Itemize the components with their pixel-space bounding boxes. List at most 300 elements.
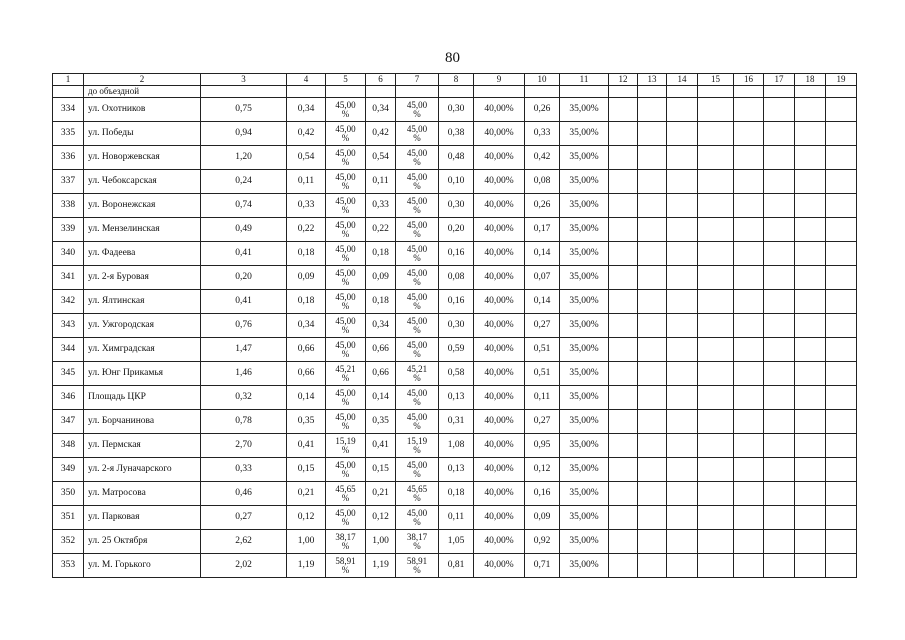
- cell-row-number: 341: [53, 266, 84, 290]
- cell-col10: 0,42: [525, 146, 560, 170]
- cell-col5: [326, 530, 366, 554]
- cell-empty: [764, 530, 795, 554]
- cell-col8: 0,18: [439, 482, 474, 506]
- cell-empty: [667, 290, 698, 314]
- cell-col11: 35,00%: [560, 482, 609, 506]
- cell-col4: 0,66: [287, 338, 326, 362]
- cell-col3: 0,41: [201, 242, 287, 266]
- cell-street-name: Площадь ЦКР: [84, 386, 201, 410]
- cell-empty: [609, 194, 638, 218]
- cell-empty: [795, 554, 826, 578]
- cell-empty: [474, 86, 525, 98]
- cell-empty: [698, 314, 734, 338]
- cell-empty: [609, 242, 638, 266]
- cell-empty: [764, 86, 795, 98]
- cell-empty: [826, 122, 857, 146]
- cell-col7-value: 45,21: [406, 363, 428, 374]
- column-header: 15: [698, 74, 734, 86]
- cell-col10: 0,07: [525, 266, 560, 290]
- cell-empty: [764, 218, 795, 242]
- cell-col4: 0,42: [287, 122, 326, 146]
- cell-empty: [764, 410, 795, 434]
- cell-col7: [396, 410, 439, 434]
- cell-empty: [734, 434, 764, 458]
- cell-col10: 0,09: [525, 506, 560, 530]
- cell-empty: [698, 290, 734, 314]
- cell-street-name: ул. Пермская: [84, 434, 201, 458]
- cell-col8: 0,10: [439, 170, 474, 194]
- cell-col11: 35,00%: [560, 554, 609, 578]
- cell-col5-value: 45,00: [335, 99, 356, 110]
- cell-empty: [638, 98, 667, 122]
- cell-col11: 35,00%: [560, 170, 609, 194]
- cell-col5-value: 45,00: [335, 411, 356, 422]
- cell-col3: 0,74: [201, 194, 287, 218]
- cell-col5: [326, 122, 366, 146]
- cell-empty: [609, 410, 638, 434]
- cell-col5-sign: %: [341, 372, 350, 383]
- cell-empty: [795, 122, 826, 146]
- cell-street-name: ул. Юнг Прикамья: [84, 362, 201, 386]
- cell-col7: [396, 554, 439, 578]
- cell-street-name: ул. Охотников: [84, 98, 201, 122]
- cell-col10: 0,26: [525, 194, 560, 218]
- cell-empty: [667, 194, 698, 218]
- cell-empty: [826, 506, 857, 530]
- cell-col3: 1,47: [201, 338, 287, 362]
- cell-empty: [764, 458, 795, 482]
- cell-col9: 40,00%: [474, 194, 525, 218]
- cell-col5-value: 45,00: [335, 219, 356, 230]
- cell-empty: [764, 266, 795, 290]
- cell-col5: [326, 194, 366, 218]
- cell-col9: 40,00%: [474, 554, 525, 578]
- table-row: [53, 218, 857, 242]
- cell-col8: 0,08: [439, 266, 474, 290]
- cell-col6: 0,34: [366, 98, 396, 122]
- cell-col10: 0,26: [525, 98, 560, 122]
- cell-empty: [638, 386, 667, 410]
- cell-col6: 0,15: [366, 458, 396, 482]
- cell-col3: 0,27: [201, 506, 287, 530]
- cell-col7: [396, 98, 439, 122]
- cell-empty: [698, 362, 734, 386]
- cell-col11: 35,00%: [560, 122, 609, 146]
- cell-street-name: ул. 2-я Буровая: [84, 266, 201, 290]
- cell-col7: [396, 266, 439, 290]
- cell-col7-value: 45,00: [406, 219, 428, 230]
- cell-empty: [638, 362, 667, 386]
- cell-street-name: ул. М. Горького: [84, 554, 201, 578]
- cell-col7-sign: %: [413, 564, 421, 575]
- cell-col7-sign: %: [413, 108, 421, 119]
- cell-empty: [667, 170, 698, 194]
- cell-col7-value: 45,00: [406, 411, 428, 422]
- cell-row-number: 348: [53, 434, 84, 458]
- cell-col3: 0,46: [201, 482, 287, 506]
- cell-col6: 0,34: [366, 314, 396, 338]
- column-header: 4: [287, 74, 326, 86]
- cell-col5: [326, 98, 366, 122]
- cell-col7-sign: %: [413, 204, 421, 215]
- cell-col5: [326, 314, 366, 338]
- cell-col5-value: 45,00: [335, 459, 356, 470]
- cell-empty: [826, 530, 857, 554]
- cell-empty: [826, 434, 857, 458]
- cell-col10: 0,95: [525, 434, 560, 458]
- cell-col7-value: 45,65: [406, 483, 428, 494]
- cell-col7: [396, 314, 439, 338]
- cell-col9: 40,00%: [474, 218, 525, 242]
- cell-empty: [667, 362, 698, 386]
- cell-col9: 40,00%: [474, 386, 525, 410]
- cell-col7-value: 45,00: [406, 243, 428, 254]
- cell-empty: [638, 506, 667, 530]
- cell-col4: 0,66: [287, 362, 326, 386]
- cell-col5-sign: %: [341, 276, 350, 287]
- cell-empty: [826, 458, 857, 482]
- cell-row-number: 338: [53, 194, 84, 218]
- cell-street-name: ул. Мензелинская: [84, 218, 201, 242]
- cell-col7: [396, 482, 439, 506]
- cell-empty: [609, 554, 638, 578]
- column-header: 1: [53, 74, 84, 86]
- cell-col5-sign: %: [341, 204, 350, 215]
- cell-col7-sign: %: [413, 348, 421, 359]
- cell-empty: [795, 530, 826, 554]
- cell-empty: [795, 194, 826, 218]
- cell-empty: [667, 482, 698, 506]
- cell-empty: [638, 554, 667, 578]
- cell-row-number: 350: [53, 482, 84, 506]
- cell-col3: 2,02: [201, 554, 287, 578]
- cell-empty: [764, 98, 795, 122]
- cell-col3: 1,46: [201, 362, 287, 386]
- cell-empty: [764, 122, 795, 146]
- table-row: [53, 266, 857, 290]
- cell-empty: [734, 554, 764, 578]
- cell-empty: [734, 362, 764, 386]
- cell-col7-sign: %: [413, 252, 421, 263]
- cell-col4: 0,09: [287, 266, 326, 290]
- cell-col7-value: 15,19: [406, 435, 428, 446]
- cell-empty: [638, 314, 667, 338]
- cell-empty: [560, 86, 609, 98]
- cell-row-number: 339: [53, 218, 84, 242]
- cell-col9: 40,00%: [474, 434, 525, 458]
- cell-col4: 0,21: [287, 482, 326, 506]
- cell-col11: 35,00%: [560, 290, 609, 314]
- cell-col4: 0,18: [287, 242, 326, 266]
- cell-col7-sign: %: [413, 300, 421, 311]
- cell-empty: [667, 218, 698, 242]
- table-row: [53, 194, 857, 218]
- cell-empty: [698, 86, 734, 98]
- column-header: 10: [525, 74, 560, 86]
- cell-col7: [396, 242, 439, 266]
- table-row: [53, 458, 857, 482]
- cell-col6: 0,66: [366, 362, 396, 386]
- cell-col9: 40,00%: [474, 98, 525, 122]
- cell-col7-value: 45,00: [406, 291, 428, 302]
- cell-col5-sign: %: [341, 180, 350, 191]
- cell-col10: 0,51: [525, 362, 560, 386]
- cell-empty: [698, 194, 734, 218]
- cell-empty: [638, 266, 667, 290]
- cell-col6: 1,00: [366, 530, 396, 554]
- cell-row-number: 353: [53, 554, 84, 578]
- cell-empty: [638, 170, 667, 194]
- cell-col5: [326, 386, 366, 410]
- cell-empty: [609, 338, 638, 362]
- cell-empty: [734, 242, 764, 266]
- cell-col7-value: 45,00: [406, 267, 428, 278]
- cell-row-number: 352: [53, 530, 84, 554]
- cell-row-number: 342: [53, 290, 84, 314]
- cell-col9: 40,00%: [474, 506, 525, 530]
- cell-col5-value: 45,00: [335, 243, 356, 254]
- page-number: 80: [445, 50, 460, 66]
- cell-col4: 0,34: [287, 314, 326, 338]
- cell-empty: [826, 194, 857, 218]
- cell-empty: [698, 266, 734, 290]
- cell-empty: [638, 530, 667, 554]
- cell-col8: 1,08: [439, 434, 474, 458]
- cell-street-name: ул. Воронежская: [84, 194, 201, 218]
- cell-col4: 0,18: [287, 290, 326, 314]
- cell-col5-sign: %: [341, 468, 350, 479]
- cell-col3: 0,33: [201, 458, 287, 482]
- cell-col6: 0,12: [366, 506, 396, 530]
- cell-empty: [326, 86, 366, 98]
- table-row: [53, 530, 857, 554]
- cell-empty: [734, 386, 764, 410]
- cell-empty: [609, 122, 638, 146]
- cell-col5-value: 45,00: [335, 171, 356, 182]
- cell-empty: [638, 458, 667, 482]
- cell-col11: 35,00%: [560, 266, 609, 290]
- cell-empty: [609, 482, 638, 506]
- cell-col7-sign: %: [413, 396, 421, 407]
- cell-empty: [667, 122, 698, 146]
- cell-col3: 0,24: [201, 170, 287, 194]
- cell-col4: 0,33: [287, 194, 326, 218]
- cell-row-number: 346: [53, 386, 84, 410]
- cell-col6: 0,22: [366, 218, 396, 242]
- cell-col11: 35,00%: [560, 98, 609, 122]
- cell-col7-value: 45,00: [406, 123, 428, 134]
- cell-col5: [326, 170, 366, 194]
- cell-col7-value: 38,17: [406, 531, 428, 542]
- cell-col8: 0,13: [439, 458, 474, 482]
- cell-empty: [795, 434, 826, 458]
- cell-col5-value: 45,00: [335, 291, 356, 302]
- cell-col5-value: 15,19: [335, 435, 356, 446]
- cell-col5: [326, 458, 366, 482]
- column-header: 7: [396, 74, 439, 86]
- cell-empty: [201, 86, 287, 98]
- cell-col3: 1,20: [201, 146, 287, 170]
- cell-empty: [764, 290, 795, 314]
- cell-empty: [638, 122, 667, 146]
- column-header: 16: [734, 74, 764, 86]
- cell-col5: [326, 218, 366, 242]
- cell-col10: 0,17: [525, 218, 560, 242]
- column-header: 8: [439, 74, 474, 86]
- cell-col7-sign: %: [413, 372, 421, 383]
- cell-col5: [326, 482, 366, 506]
- cell-empty: [609, 218, 638, 242]
- cell-col3: 0,49: [201, 218, 287, 242]
- cell-col10: 0,14: [525, 290, 560, 314]
- cell-col5-sign: %: [341, 108, 350, 119]
- cell-empty: [795, 146, 826, 170]
- cell-col5: [326, 434, 366, 458]
- cell-col5-sign: %: [341, 324, 350, 335]
- cell-empty: [764, 362, 795, 386]
- cell-col3: 0,76: [201, 314, 287, 338]
- table-row: [53, 482, 857, 506]
- cell-street-name: ул. Борчанинова: [84, 410, 201, 434]
- cell-col10: 0,11: [525, 386, 560, 410]
- cell-col6: 0,66: [366, 338, 396, 362]
- cell-empty: [795, 386, 826, 410]
- cell-col6: 0,42: [366, 122, 396, 146]
- cell-col8: 0,30: [439, 98, 474, 122]
- cell-street-name: ул. Ужгородская: [84, 314, 201, 338]
- cell-col5-sign: %: [341, 516, 350, 527]
- cell-col7: [396, 290, 439, 314]
- cell-col7-value: 45,00: [406, 147, 428, 158]
- cell-street-name: ул. 25 Октября: [84, 530, 201, 554]
- cell-col5-sign: %: [341, 540, 350, 551]
- cell-col11: 35,00%: [560, 434, 609, 458]
- table-row: [53, 290, 857, 314]
- cell-empty: [764, 482, 795, 506]
- cell-empty: [734, 122, 764, 146]
- cell-col6: 0,33: [366, 194, 396, 218]
- cell-row-number: 344: [53, 338, 84, 362]
- cell-empty: [826, 338, 857, 362]
- cell-col9: 40,00%: [474, 290, 525, 314]
- cell-col9: 40,00%: [474, 458, 525, 482]
- table-row: [53, 338, 857, 362]
- cell-col3: 0,41: [201, 290, 287, 314]
- cell-col7: [396, 218, 439, 242]
- cell-empty: [638, 218, 667, 242]
- cell-empty: [698, 458, 734, 482]
- cell-empty: [638, 338, 667, 362]
- cell-col6: 0,21: [366, 482, 396, 506]
- cell-col7: [396, 458, 439, 482]
- cell-empty: [667, 314, 698, 338]
- cell-col5-sign: %: [341, 228, 350, 239]
- cell-col11: 35,00%: [560, 410, 609, 434]
- cell-empty: [609, 290, 638, 314]
- cell-col8: 0,31: [439, 410, 474, 434]
- header-row: [53, 74, 857, 86]
- cell-empty: [667, 338, 698, 362]
- cell-col5: [326, 506, 366, 530]
- cell-empty: [638, 146, 667, 170]
- cell-empty: [826, 86, 857, 98]
- cell-empty: [667, 146, 698, 170]
- cell-col5-value: 45,00: [335, 315, 356, 326]
- cell-col4: 0,14: [287, 386, 326, 410]
- cell-col5-sign: %: [341, 492, 350, 503]
- cell-empty: [764, 506, 795, 530]
- table-row: [53, 362, 857, 386]
- cell-col7-sign: %: [413, 420, 421, 431]
- cell-col8: 0,11: [439, 506, 474, 530]
- cell-col5: [326, 146, 366, 170]
- cell-street-name: ул. Ялтинская: [84, 290, 201, 314]
- cell-empty: [698, 554, 734, 578]
- cell-empty: [795, 506, 826, 530]
- cell-street-name: ул. 2-я Луначарского: [84, 458, 201, 482]
- cell-col11: 35,00%: [560, 314, 609, 338]
- cell-empty: [609, 362, 638, 386]
- cell-col4: 0,15: [287, 458, 326, 482]
- cell-col6: 0,11: [366, 170, 396, 194]
- cell-empty: [795, 338, 826, 362]
- cell-empty: [667, 554, 698, 578]
- cell-empty: [638, 482, 667, 506]
- cell-col9: 40,00%: [474, 338, 525, 362]
- cell-col4: 0,22: [287, 218, 326, 242]
- cell-col7-sign: %: [413, 276, 421, 287]
- cell-col7-value: 45,00: [406, 387, 428, 398]
- cell-col8: 0,30: [439, 194, 474, 218]
- cell-col10: 0,51: [525, 338, 560, 362]
- cell-empty: [638, 410, 667, 434]
- cell-street-name: ул. Новоржевская: [84, 146, 201, 170]
- cell-col10: 0,16: [525, 482, 560, 506]
- cell-col5-value: 45,00: [335, 387, 356, 398]
- cell-empty: [698, 242, 734, 266]
- cell-col3: 2,70: [201, 434, 287, 458]
- cell-street-name: ул. Фадеева: [84, 242, 201, 266]
- cell-col5-sign: %: [341, 156, 350, 167]
- cell-empty: [638, 434, 667, 458]
- cell-col9: 40,00%: [474, 362, 525, 386]
- cell-empty: [826, 314, 857, 338]
- column-header: 17: [764, 74, 795, 86]
- cell-empty: [366, 86, 396, 98]
- cell-col7-value: 45,00: [406, 459, 428, 470]
- cell-empty: [698, 338, 734, 362]
- cell-street-name: ул. Химградская: [84, 338, 201, 362]
- cell-street-name: ул. Чебоксарская: [84, 170, 201, 194]
- cell-empty: [826, 242, 857, 266]
- column-header: 3: [201, 74, 287, 86]
- cell-col7: [396, 170, 439, 194]
- cell-empty: [609, 506, 638, 530]
- cell-col6: 0,18: [366, 242, 396, 266]
- cell-empty: [734, 506, 764, 530]
- cell-col7-value: 45,00: [406, 99, 428, 110]
- cell-col7-sign: %: [413, 540, 421, 551]
- cell-col5-value: 45,00: [335, 267, 356, 278]
- cell-col11: 35,00%: [560, 530, 609, 554]
- cell-col8: 0,58: [439, 362, 474, 386]
- data-table: [52, 73, 857, 578]
- cell-col4: 0,12: [287, 506, 326, 530]
- cell-col9: 40,00%: [474, 410, 525, 434]
- table-row: [53, 170, 857, 194]
- cell-col5-sign: %: [341, 444, 350, 455]
- cell-empty: [609, 434, 638, 458]
